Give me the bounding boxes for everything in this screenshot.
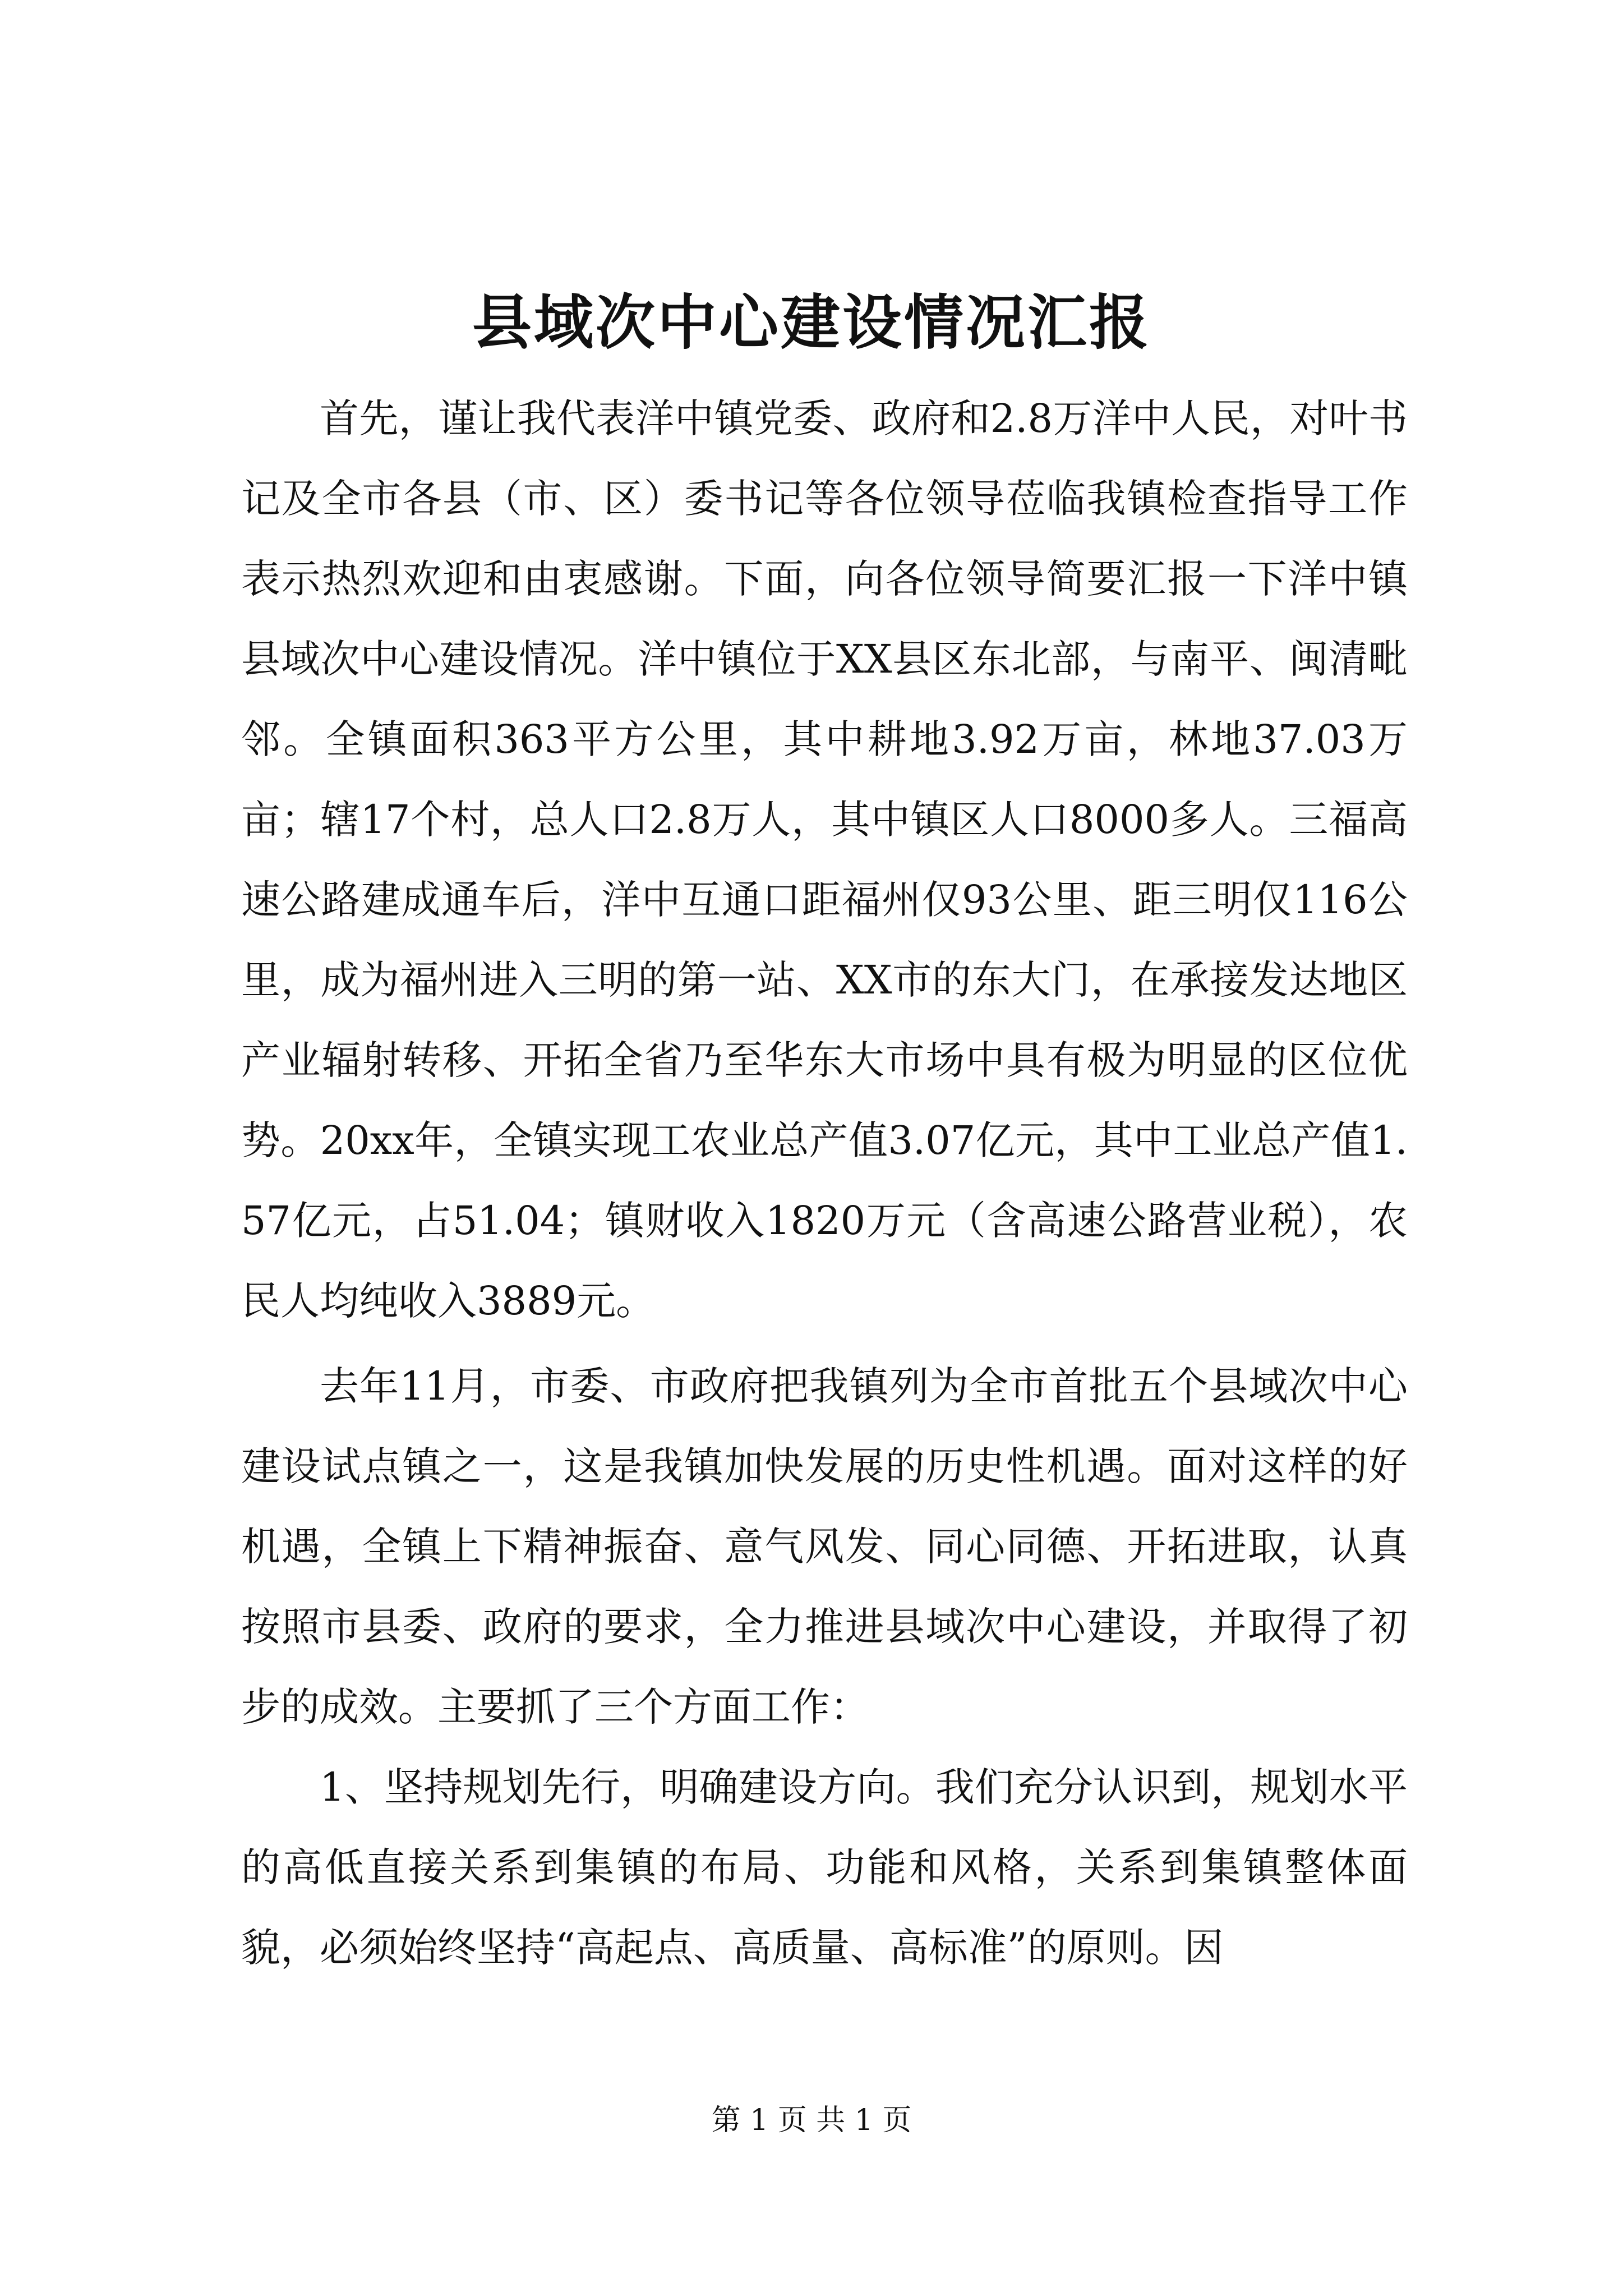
page-footer: 第 1 页 共 1 页: [711, 2104, 912, 2137]
paragraph-intro: 首先，谨让我代表洋中镇党委、政府和2.8万洋中人民，对叶书记及全市各县（市、区）委书记等各位领导莅临我镇检查指导工作表示热烈欢迎和由衷感谢。下面，向各位领导简要汇报一下洋中镇县域次中心建设情况。洋中镇位于XX县区东北部，与南平、闽清毗邻。全镇面积363平方公里，其中耕地3.92万亩，林地37.03万亩；辖17个村，总人口2.8万人，其中镇区人口8000多人。三福高速公路建成通车后，洋中互通口距福州仅93公里、距三明仅116公里，成为福州进入三明的第一站、XX市的东大门，在承接发达地区产业辐射转移、开拓全省乃至华东大市场中具有极为明显的区位优势。20xx年，全镇实现工农业总产值3.07亿元，其中工业总产值1.57亿元，占51.04；镇财收入1820万元（含高速公路营业税），农民人均纯收入3889元。: [241, 395, 1408, 1324]
document-title: 县域次中心建设情况汇报: [472, 287, 1151, 357]
paragraph-planning: 1、坚持规划先行，明确建设方向。我们充分认识到，规划水平的高低直接关系到集镇的布局、功能和风格，关系到集镇整体面貌，必须始终坚持“高起点、高质量、高标准”的原则。因: [241, 1764, 1408, 1971]
paragraph-pilot-town: 去年11月，市委、市政府把我镇列为全市首批五个县域次中心建设试点镇之一，这是我镇加快发展的历史性机遇。面对这样的好机遇，全镇上下精神振奋、意气风发、同心同德、开拓进取，认真按照市县委、政府的要求，全力推进县域次中心建设，并取得了初步的成效。主要抓了三个方面工作：: [241, 1363, 1408, 1730]
